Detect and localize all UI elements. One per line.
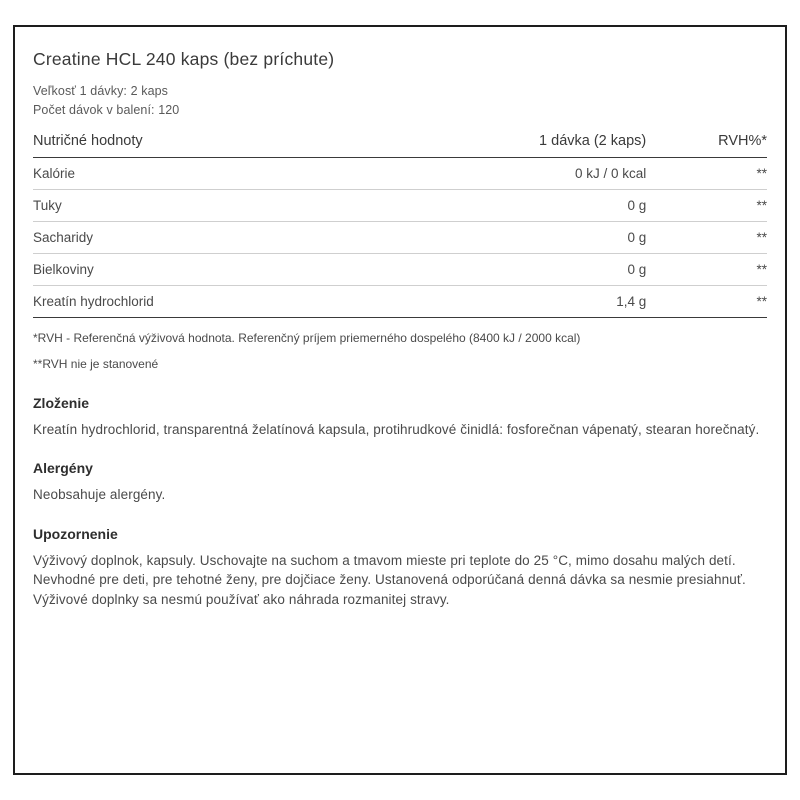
section-text-upozornenie: Výživový doplnok, kapsuly. Uschovajte na suchom a tmavom mieste pri teplote do 25 °C, mimo dosahu malých detí. Nevhodné pre deti, pre tehotné ženy, pre dojčiace ženy. Ustanovená odporúčaná denná dávka sa nesmie presiahnuť. Výživové doplnky sa nesmú používať ako náhrada rozmanitej stravy. bbox=[33, 552, 746, 608]
serving-size-line bbox=[33, 84, 767, 98]
product-title: Creatine HCL 240 kaps (bez príchute) bbox=[33, 49, 335, 69]
section-heading-upozornenie: Upozornenie bbox=[33, 525, 118, 542]
table-row bbox=[33, 286, 767, 318]
nutrient-amount: 0 g bbox=[400, 222, 664, 254]
table-row bbox=[33, 222, 767, 254]
nutrition-table-head bbox=[33, 127, 767, 158]
nutrient-amount: 0 kJ / 0 kcal bbox=[400, 158, 664, 190]
nutrient-rvh: ** bbox=[664, 286, 767, 318]
footnote-rvh: *RVH - Referenčná výživová hodnota. Referenčný príjem priemerného dospelého (8400 kJ / 2000 kcal) bbox=[33, 331, 581, 345]
section-heading-zlozenie: Zloženie bbox=[33, 394, 90, 411]
section-text-alergeny: Neobsahuje alergény. bbox=[33, 487, 166, 503]
nutrient-rvh: ** bbox=[664, 190, 767, 222]
column-header-rvh: RVH%* bbox=[664, 127, 767, 158]
nutrient-rvh: ** bbox=[664, 254, 767, 286]
nutrient-name: Sacharidy bbox=[33, 222, 400, 254]
servings-per-container-value: 120 bbox=[158, 103, 180, 117]
nutrient-rvh: ** bbox=[664, 158, 767, 190]
section-heading-alergeny: Alergény bbox=[33, 460, 93, 477]
footnote-rvh-not-set: **RVH nie je stanovené bbox=[33, 357, 159, 372]
servings-per-container-line bbox=[33, 103, 767, 117]
table-row bbox=[33, 158, 767, 190]
nutrition-label-panel bbox=[13, 25, 787, 775]
servings-per-container-label: Počet dávok v balení: bbox=[33, 103, 155, 117]
nutrient-name: Tuky bbox=[33, 190, 400, 222]
nutrient-name: Bielkoviny bbox=[33, 254, 400, 286]
table-header-row bbox=[33, 127, 767, 158]
table-row bbox=[33, 254, 767, 286]
nutrient-amount: 0 g bbox=[400, 254, 664, 286]
serving-size-value: 2 kaps bbox=[130, 84, 169, 98]
serving-size-label: Veľkosť 1 dávky: bbox=[33, 84, 128, 98]
table-row bbox=[33, 190, 767, 222]
nutrient-name: Kalórie bbox=[33, 158, 400, 190]
section-text-zlozenie: Kreatín hydrochlorid, transparentná želatínová kapsula, protihrudkové činidlá: fosforečnan vápenatý, stearan horečnatý. bbox=[33, 421, 760, 437]
nutrient-rvh: ** bbox=[664, 222, 767, 254]
nutrient-amount: 1,4 g bbox=[400, 286, 664, 318]
nutrient-amount: 0 g bbox=[400, 190, 664, 222]
nutrient-name: Kreatín hydrochlorid bbox=[33, 286, 400, 318]
column-header-name: Nutričné hodnoty bbox=[33, 127, 400, 158]
nutrition-table-body bbox=[33, 158, 767, 318]
nutrition-table bbox=[33, 127, 767, 318]
column-header-amount: 1 dávka (2 kaps) bbox=[400, 127, 664, 158]
label-content bbox=[33, 49, 767, 610]
